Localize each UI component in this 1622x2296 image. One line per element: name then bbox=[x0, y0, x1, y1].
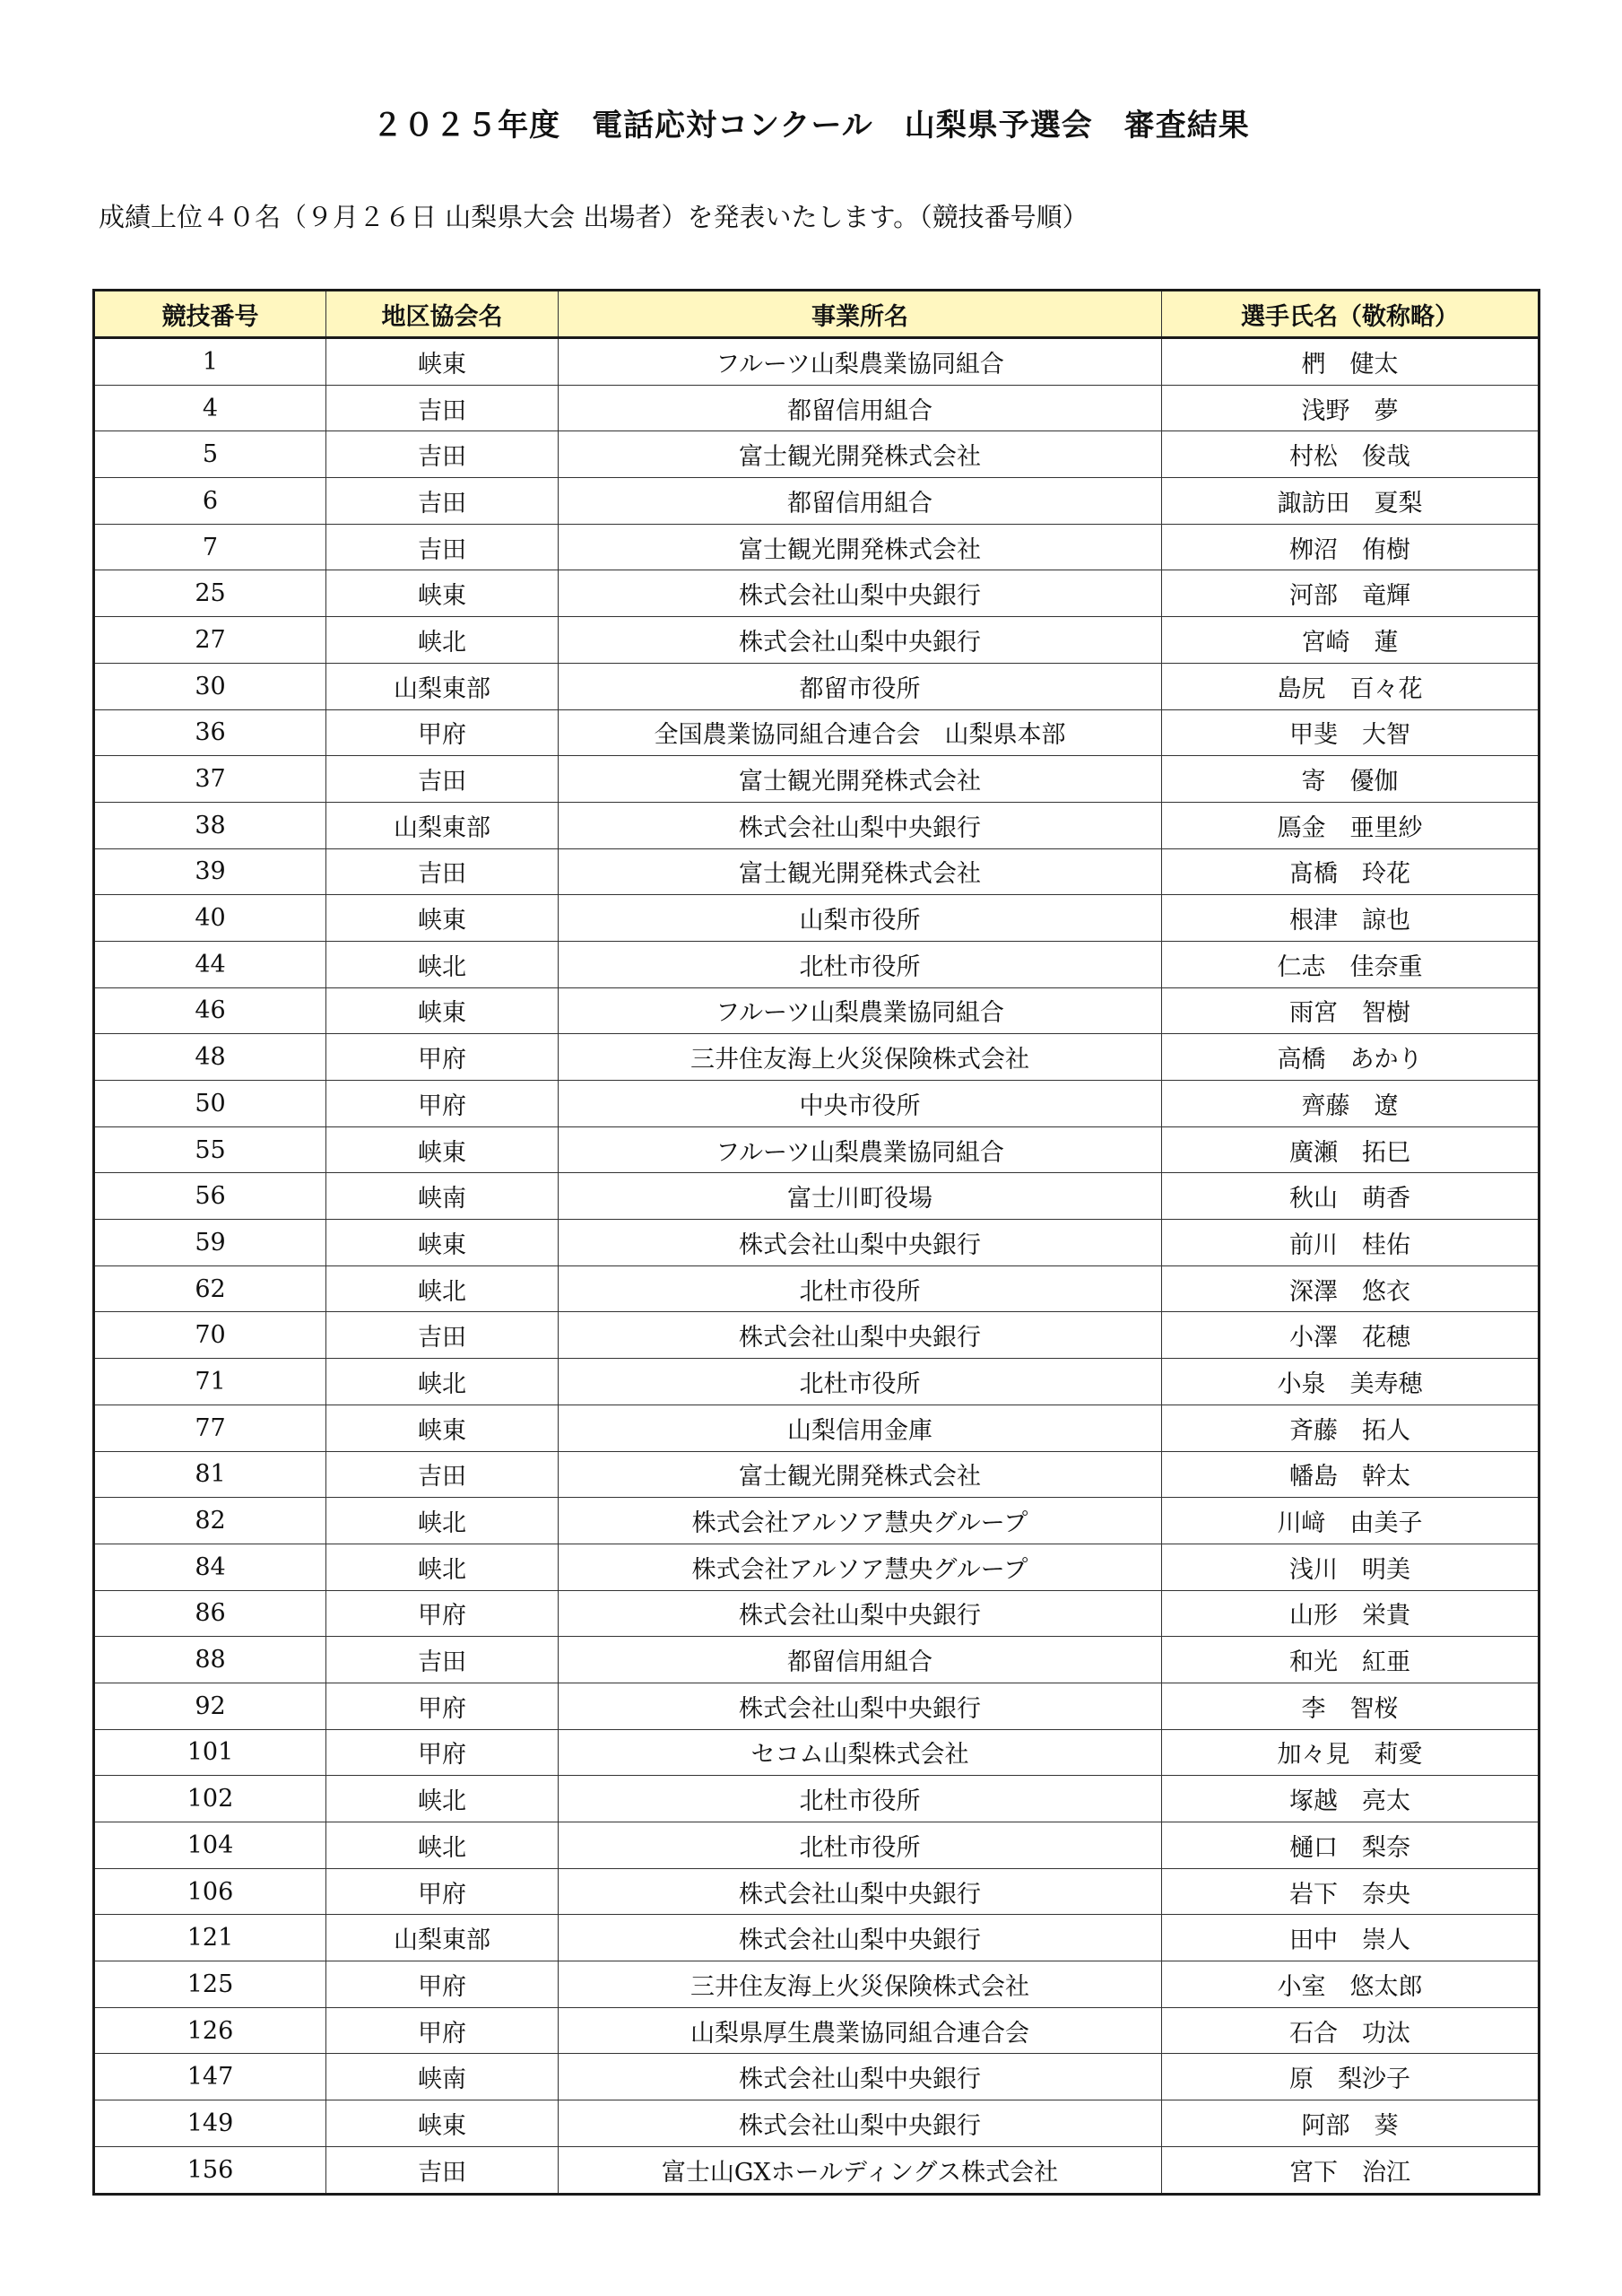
entry-number-cell: 7 bbox=[94, 524, 326, 570]
company-cell: 都留信用組合 bbox=[559, 478, 1162, 525]
entry-number-cell: 82 bbox=[94, 1498, 326, 1544]
company-cell: 富士観光開発株式会社 bbox=[559, 756, 1162, 803]
company-cell: フルーツ山梨農業協同組合 bbox=[559, 1126, 1162, 1173]
district-cell: 吉田 bbox=[326, 848, 559, 895]
table-row bbox=[94, 802, 1540, 848]
company-cell: 北杜市役所 bbox=[559, 941, 1162, 987]
entry-number-cell: 92 bbox=[94, 1683, 326, 1729]
results-table bbox=[92, 289, 1540, 2196]
company-cell: フルーツ山梨農業協同組合 bbox=[559, 338, 1162, 386]
district-cell: 甲府 bbox=[326, 1034, 559, 1081]
table-row bbox=[94, 987, 1540, 1034]
contestant-name-cell: 小室 悠太郎 bbox=[1162, 1961, 1540, 2008]
contestant-name-cell: 甲斐 大智 bbox=[1162, 709, 1540, 756]
contestant-name-cell: 仁志 佳奈重 bbox=[1162, 941, 1540, 987]
table-row bbox=[94, 1776, 1540, 1822]
entry-number-cell: 46 bbox=[94, 987, 326, 1034]
district-cell: 峡東 bbox=[326, 1126, 559, 1173]
contestant-name-cell: 根津 諒也 bbox=[1162, 895, 1540, 942]
table-row bbox=[94, 848, 1540, 895]
district-cell: 吉田 bbox=[326, 2146, 559, 2194]
table-row bbox=[94, 1312, 1540, 1359]
company-cell: 山梨信用金庫 bbox=[559, 1405, 1162, 1451]
table-row bbox=[94, 1220, 1540, 1266]
contestant-name-cell: 和光 紅亜 bbox=[1162, 1637, 1540, 1683]
company-cell: 株式会社山梨中央銀行 bbox=[559, 1590, 1162, 1637]
table-row bbox=[94, 1405, 1540, 1451]
table-row bbox=[94, 1590, 1540, 1637]
contestant-name-cell: 阿部 葵 bbox=[1162, 2100, 1540, 2147]
table-row bbox=[94, 570, 1540, 617]
contestant-name-cell: 村松 俊哉 bbox=[1162, 431, 1540, 478]
entry-number-cell: 106 bbox=[94, 1868, 326, 1915]
header-row bbox=[94, 291, 1540, 338]
contestant-name-cell: 廣瀬 拓巳 bbox=[1162, 1126, 1540, 1173]
entry-number-cell: 101 bbox=[94, 1729, 326, 1776]
district-cell: 峡北 bbox=[326, 617, 559, 664]
entry-number-cell: 59 bbox=[94, 1220, 326, 1266]
entry-number-cell: 125 bbox=[94, 1961, 326, 2008]
company-cell: 富士観光開発株式会社 bbox=[559, 848, 1162, 895]
table-row bbox=[94, 1683, 1540, 1729]
district-cell: 峡南 bbox=[326, 1173, 559, 1220]
header-contestant-name: 選手氏名（敬称略） bbox=[1162, 291, 1540, 338]
entry-number-cell: 84 bbox=[94, 1544, 326, 1590]
contestant-name-cell: 齊藤 遼 bbox=[1162, 1081, 1540, 1127]
entry-number-cell: 121 bbox=[94, 1915, 326, 1961]
table-row bbox=[94, 1498, 1540, 1544]
table-row bbox=[94, 1265, 1540, 1312]
table-row bbox=[94, 1126, 1540, 1173]
entry-number-cell: 50 bbox=[94, 1081, 326, 1127]
entry-number-cell: 126 bbox=[94, 2007, 326, 2054]
table-row bbox=[94, 663, 1540, 709]
district-cell: 峡北 bbox=[326, 1544, 559, 1590]
table-row bbox=[94, 941, 1540, 987]
contestant-name-cell: 寄 優伽 bbox=[1162, 756, 1540, 803]
contestant-name-cell: 前川 桂佑 bbox=[1162, 1220, 1540, 1266]
company-cell: 株式会社山梨中央銀行 bbox=[559, 1915, 1162, 1961]
district-cell: 吉田 bbox=[326, 1312, 559, 1359]
contestant-name-cell: 小泉 美寿穂 bbox=[1162, 1359, 1540, 1405]
district-cell: 峡東 bbox=[326, 2100, 559, 2147]
entry-number-cell: 71 bbox=[94, 1359, 326, 1405]
company-cell: 北杜市役所 bbox=[559, 1822, 1162, 1869]
table-row bbox=[94, 2100, 1540, 2147]
contestant-name-cell: 加々見 莉愛 bbox=[1162, 1729, 1540, 1776]
entry-number-cell: 55 bbox=[94, 1126, 326, 1173]
table-row bbox=[94, 895, 1540, 942]
company-cell: 富士観光開発株式会社 bbox=[559, 431, 1162, 478]
contestant-name-cell: 深澤 悠衣 bbox=[1162, 1265, 1540, 1312]
entry-number-cell: 27 bbox=[94, 617, 326, 664]
company-cell: 株式会社山梨中央銀行 bbox=[559, 1312, 1162, 1359]
company-cell: 三井住友海上火災保険株式会社 bbox=[559, 1961, 1162, 2008]
district-cell: 吉田 bbox=[326, 524, 559, 570]
district-cell: 吉田 bbox=[326, 1451, 559, 1498]
table-row bbox=[94, 385, 1540, 431]
company-cell: 中央市役所 bbox=[559, 1081, 1162, 1127]
contestant-name-cell: 諏訪田 夏梨 bbox=[1162, 478, 1540, 525]
table-row bbox=[94, 709, 1540, 756]
table-row bbox=[94, 1081, 1540, 1127]
entry-number-cell: 48 bbox=[94, 1034, 326, 1081]
company-cell: 北杜市役所 bbox=[559, 1776, 1162, 1822]
district-cell: 山梨東部 bbox=[326, 1915, 559, 1961]
district-cell: 甲府 bbox=[326, 1729, 559, 1776]
entry-number-cell: 30 bbox=[94, 663, 326, 709]
entry-number-cell: 156 bbox=[94, 2146, 326, 2194]
contestant-name-cell: 宮崎 蓮 bbox=[1162, 617, 1540, 664]
district-cell: 峡東 bbox=[326, 1405, 559, 1451]
table-row bbox=[94, 1961, 1540, 2008]
company-cell: 全国農業協同組合連合会 山梨県本部 bbox=[559, 709, 1162, 756]
entry-number-cell: 1 bbox=[94, 338, 326, 386]
contestant-name-cell: 栁沼 侑樹 bbox=[1162, 524, 1540, 570]
table-row bbox=[94, 1729, 1540, 1776]
entry-number-cell: 44 bbox=[94, 941, 326, 987]
contestant-name-cell: 河部 竜輝 bbox=[1162, 570, 1540, 617]
table-row bbox=[94, 2007, 1540, 2054]
district-cell: 吉田 bbox=[326, 385, 559, 431]
district-cell: 峡北 bbox=[326, 1498, 559, 1544]
company-cell: 山梨県厚生農業協同組合連合会 bbox=[559, 2007, 1162, 2054]
company-cell: 株式会社山梨中央銀行 bbox=[559, 1868, 1162, 1915]
contestant-name-cell: 高橋 あかり bbox=[1162, 1034, 1540, 1081]
contestant-name-cell: 斉藤 拓人 bbox=[1162, 1405, 1540, 1451]
company-cell: 山梨市役所 bbox=[559, 895, 1162, 942]
company-cell: 株式会社山梨中央銀行 bbox=[559, 1683, 1162, 1729]
header-district: 地区協会名 bbox=[326, 291, 559, 338]
district-cell: 甲府 bbox=[326, 1081, 559, 1127]
company-cell: 株式会社アルソア慧央グループ bbox=[559, 1498, 1162, 1544]
contestant-name-cell: 小澤 花穂 bbox=[1162, 1312, 1540, 1359]
company-cell: 三井住友海上火災保険株式会社 bbox=[559, 1034, 1162, 1081]
district-cell: 吉田 bbox=[326, 478, 559, 525]
contestant-name-cell: 秋山 萌香 bbox=[1162, 1173, 1540, 1220]
company-cell: 都留信用組合 bbox=[559, 385, 1162, 431]
results-table-body bbox=[94, 338, 1540, 2195]
district-cell: 峡北 bbox=[326, 1822, 559, 1869]
entry-number-cell: 4 bbox=[94, 385, 326, 431]
contestant-name-cell: 髙橋 玲花 bbox=[1162, 848, 1540, 895]
district-cell: 峡北 bbox=[326, 941, 559, 987]
document-title: ２０２５年度 電話応対コンクール 山梨県予選会 審査結果 bbox=[372, 108, 1250, 144]
company-cell: 株式会社山梨中央銀行 bbox=[559, 570, 1162, 617]
company-cell: 都留市役所 bbox=[559, 663, 1162, 709]
company-cell: 富士観光開発株式会社 bbox=[559, 524, 1162, 570]
table-row bbox=[94, 756, 1540, 803]
header-company: 事業所名 bbox=[559, 291, 1162, 338]
entry-number-cell: 6 bbox=[94, 478, 326, 525]
results-table-header bbox=[94, 291, 1540, 338]
company-cell: フルーツ山梨農業協同組合 bbox=[559, 987, 1162, 1034]
district-cell: 甲府 bbox=[326, 2007, 559, 2054]
contestant-name-cell: 幡島 幹太 bbox=[1162, 1451, 1540, 1498]
district-cell: 峡北 bbox=[326, 1359, 559, 1405]
district-cell: 吉田 bbox=[326, 431, 559, 478]
company-cell: 株式会社山梨中央銀行 bbox=[559, 2054, 1162, 2100]
contestant-name-cell: 田中 崇人 bbox=[1162, 1915, 1540, 1961]
table-row bbox=[94, 1034, 1540, 1081]
entry-number-cell: 81 bbox=[94, 1451, 326, 1498]
contestant-name-cell: 浅野 夢 bbox=[1162, 385, 1540, 431]
contestant-name-cell: 川﨑 由美子 bbox=[1162, 1498, 1540, 1544]
entry-number-cell: 56 bbox=[94, 1173, 326, 1220]
table-row bbox=[94, 1173, 1540, 1220]
district-cell: 峡東 bbox=[326, 570, 559, 617]
district-cell: 峡東 bbox=[326, 338, 559, 386]
table-row bbox=[94, 431, 1540, 478]
entry-number-cell: 104 bbox=[94, 1822, 326, 1869]
entry-number-cell: 25 bbox=[94, 570, 326, 617]
contestant-name-cell: 椚 健太 bbox=[1162, 338, 1540, 386]
entry-number-cell: 40 bbox=[94, 895, 326, 942]
district-cell: 峡北 bbox=[326, 1776, 559, 1822]
entry-number-cell: 39 bbox=[94, 848, 326, 895]
contestant-name-cell: 石合 功汰 bbox=[1162, 2007, 1540, 2054]
district-cell: 山梨東部 bbox=[326, 802, 559, 848]
entry-number-cell: 149 bbox=[94, 2100, 326, 2147]
table-row bbox=[94, 338, 1540, 386]
table-row bbox=[94, 1637, 1540, 1683]
company-cell: 富士山GXホールディングス株式会社 bbox=[559, 2146, 1162, 2194]
table-row bbox=[94, 617, 1540, 664]
contestant-name-cell: 原 梨沙子 bbox=[1162, 2054, 1540, 2100]
table-row bbox=[94, 1451, 1540, 1498]
company-cell: 株式会社山梨中央銀行 bbox=[559, 802, 1162, 848]
district-cell: 峡東 bbox=[326, 1220, 559, 1266]
contestant-name-cell: 雨宮 智樹 bbox=[1162, 987, 1540, 1034]
company-cell: 株式会社アルソア慧央グループ bbox=[559, 1544, 1162, 1590]
contestant-name-cell: 山形 栄貴 bbox=[1162, 1590, 1540, 1637]
contestant-name-cell: 浅川 明美 bbox=[1162, 1544, 1540, 1590]
table-row bbox=[94, 1359, 1540, 1405]
district-cell: 甲府 bbox=[326, 1683, 559, 1729]
company-cell: 株式会社山梨中央銀行 bbox=[559, 2100, 1162, 2147]
contestant-name-cell: 鳫金 亜里紗 bbox=[1162, 802, 1540, 848]
contestant-name-cell: 宮下 治江 bbox=[1162, 2146, 1540, 2194]
company-cell: セコム山梨株式会社 bbox=[559, 1729, 1162, 1776]
contestant-name-cell: 樋口 梨奈 bbox=[1162, 1822, 1540, 1869]
entry-number-cell: 102 bbox=[94, 1776, 326, 1822]
company-cell: 株式会社山梨中央銀行 bbox=[559, 1220, 1162, 1266]
district-cell: 吉田 bbox=[326, 1637, 559, 1683]
table-row bbox=[94, 1544, 1540, 1590]
district-cell: 甲府 bbox=[326, 1868, 559, 1915]
company-cell: 北杜市役所 bbox=[559, 1265, 1162, 1312]
company-cell: 株式会社山梨中央銀行 bbox=[559, 617, 1162, 664]
entry-number-cell: 77 bbox=[94, 1405, 326, 1451]
table-row bbox=[94, 1868, 1540, 1915]
entry-number-cell: 70 bbox=[94, 1312, 326, 1359]
table-row bbox=[94, 478, 1540, 525]
district-cell: 甲府 bbox=[326, 1590, 559, 1637]
district-cell: 甲府 bbox=[326, 1961, 559, 2008]
company-cell: 富士観光開発株式会社 bbox=[559, 1451, 1162, 1498]
entry-number-cell: 88 bbox=[94, 1637, 326, 1683]
district-cell: 峡東 bbox=[326, 895, 559, 942]
table-row bbox=[94, 2146, 1540, 2194]
header-entry-number: 競技番号 bbox=[94, 291, 326, 338]
district-cell: 峡北 bbox=[326, 1265, 559, 1312]
company-cell: 富士川町役場 bbox=[559, 1173, 1162, 1220]
district-cell: 山梨東部 bbox=[326, 663, 559, 709]
contestant-name-cell: 島尻 百々花 bbox=[1162, 663, 1540, 709]
entry-number-cell: 147 bbox=[94, 2054, 326, 2100]
district-cell: 峡南 bbox=[326, 2054, 559, 2100]
entry-number-cell: 38 bbox=[94, 802, 326, 848]
entry-number-cell: 86 bbox=[94, 1590, 326, 1637]
district-cell: 峡東 bbox=[326, 987, 559, 1034]
contestant-name-cell: 岩下 奈央 bbox=[1162, 1868, 1540, 1915]
table-row bbox=[94, 1822, 1540, 1869]
company-cell: 北杜市役所 bbox=[559, 1359, 1162, 1405]
entry-number-cell: 37 bbox=[94, 756, 326, 803]
district-cell: 吉田 bbox=[326, 756, 559, 803]
entry-number-cell: 36 bbox=[94, 709, 326, 756]
company-cell: 都留信用組合 bbox=[559, 1637, 1162, 1683]
entry-number-cell: 62 bbox=[94, 1265, 326, 1312]
contestant-name-cell: 李 智桜 bbox=[1162, 1683, 1540, 1729]
table-row bbox=[94, 524, 1540, 570]
table-row bbox=[94, 2054, 1540, 2100]
intro-text: 成績上位４０名（９月２６日 山梨県大会 出場者）を発表いたします。（競技番号順） bbox=[99, 202, 1089, 232]
table-row bbox=[94, 1915, 1540, 1961]
contestant-name-cell: 塚越 亮太 bbox=[1162, 1776, 1540, 1822]
district-cell: 甲府 bbox=[326, 709, 559, 756]
entry-number-cell: 5 bbox=[94, 431, 326, 478]
